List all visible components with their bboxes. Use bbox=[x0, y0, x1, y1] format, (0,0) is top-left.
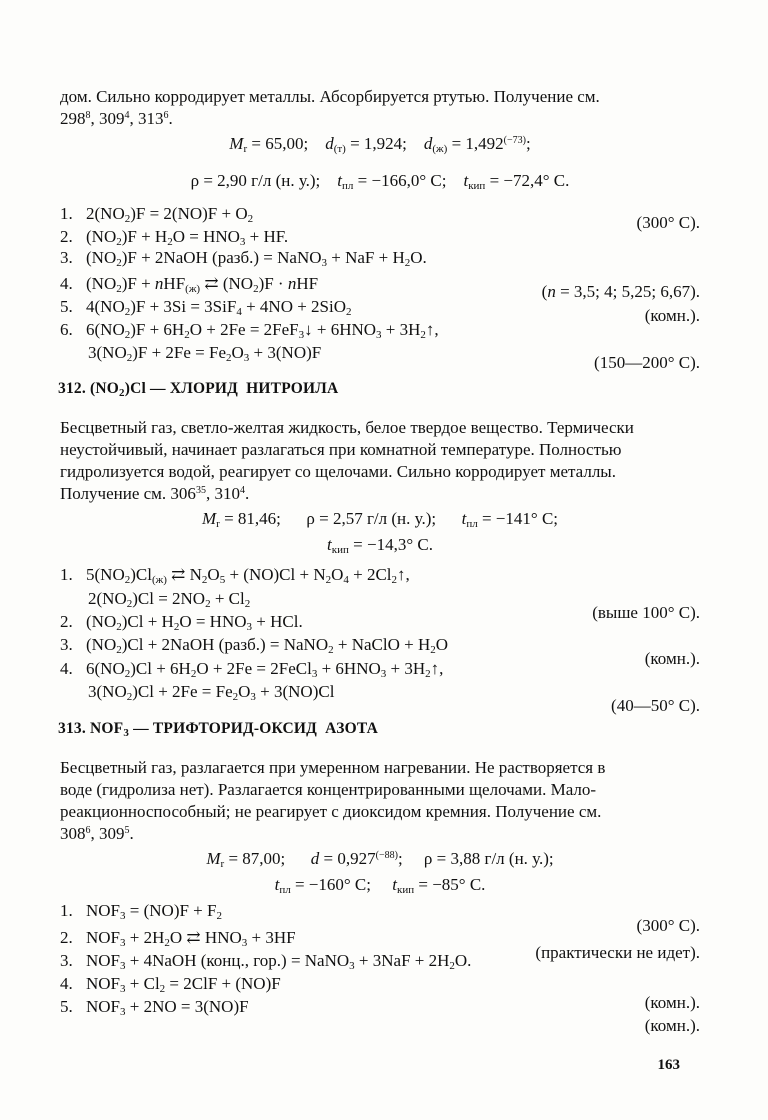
s312-props-line1: $M_r = 81,46$; ρ = 2,57 г/л (н. у.); $t_{пл} = -141^\circ$ С; bbox=[201, 509, 559, 530]
reaction-equation: $(NO_2)F + H_2O = HNO_3$ + HF. bbox=[86, 227, 289, 248]
reaction-equation: $(NO_2)Cl + H_2O = HNO_3$ + HCl. bbox=[86, 612, 303, 633]
s313-props-line2: $t_{пл} = -160^\circ$ С; $t_{кип} = -85^\circ$ С. bbox=[274, 875, 486, 896]
reaction-equation: $6(NO_2)Cl + 6H_2O + 2Fe$ = 2FeCl$_3$ + $6HNO_3$ + $3H_2↑$, bbox=[86, 659, 444, 680]
reaction-number: 2. bbox=[60, 227, 73, 246]
text-line: неустойчивый, начинает разлагаться при комнатной температуре. Полностью bbox=[60, 440, 622, 459]
reaction-number: 3. bbox=[60, 635, 73, 654]
s311-props-line1: $M_r = 65,00$; $d_{(т)} = 1,924$; $d_{(ж)} = 1,492^{(-73)}$; bbox=[229, 134, 531, 155]
text-line: Бесцветный газ, разлагается при умеренном нагревании. Не растворяется в bbox=[60, 758, 606, 777]
text-line: реакционноспособный; не реагирует с диоксидом кремния. Получение см. bbox=[60, 802, 602, 821]
reaction-condition: (комн.). bbox=[644, 993, 700, 1012]
text-line: дом. Сильно корродирует металлы. Абсорбируется ртутью. Получение см. bbox=[60, 87, 600, 106]
reaction-equation: $NOF_3 + 2H_2O$ ⇄ $HNO_3 + 3HF$ bbox=[86, 928, 296, 949]
page-number: 163 bbox=[657, 1057, 680, 1073]
reaction-equation: $2(NO_2)F = 2(NO)F + O_2$ bbox=[86, 204, 254, 225]
reaction-number: 2. bbox=[60, 928, 73, 947]
text-line: гидролизуется водой, реагирует со щелочами. Сильно корродирует металлы. bbox=[60, 462, 616, 481]
reaction-equation: $(NO_2)F + nHF_{(ж)}$ ⇄ $(NO_2)F$ · nHF bbox=[86, 274, 319, 295]
s312-text bbox=[60, 417, 700, 505]
reaction-condition: (практически не идет). bbox=[535, 943, 700, 962]
reaction-condition: (комн.). bbox=[644, 1016, 700, 1035]
reaction-condition: (комн.). bbox=[644, 649, 700, 668]
text-line: $308^6$, $309^5$. bbox=[60, 824, 134, 843]
reaction-equation: $3(NO_2)F + 2Fe = Fe_2O_3 + 3(NO)F$ bbox=[88, 343, 322, 364]
reaction-equation: $4(NO_2)F + 3Si = 3SiF_4 + 4NO + 2SiO_2$ bbox=[86, 297, 352, 318]
reaction-equation: $(NO_2)F$ + 2NaOH (разб.) = NaNO$_3$ + NaF + $H_2O$. bbox=[86, 248, 427, 269]
reaction-condition: (n = 3,5; 4; 5,25; 6,67). bbox=[541, 282, 700, 301]
text-line: Бесцветный газ, светло-желтая жидкость, белое твердое вещество. Термически bbox=[60, 418, 634, 437]
reaction-number: 4. bbox=[60, 974, 73, 993]
s311-props-line2: ρ = 2,90 г/л (н. у.); $t_{пл} = -166,0^\circ$ С; $t_{кип} = -72,4^\circ$ С. bbox=[190, 171, 570, 192]
reaction-number: 3. bbox=[60, 248, 73, 267]
s313-heading: 313. $NOF_3$ — ТРИФТОРИД-ОКСИД АЗОТА bbox=[58, 720, 378, 739]
reaction-equation: $6(NO_2)F + 6H_2O + 2Fe$ = 2FeF$_3$↓ + $6HNO_3$ + $3H_2↑$, bbox=[86, 320, 439, 341]
reaction-number: 1. bbox=[60, 901, 73, 920]
reaction-number: 1. bbox=[60, 565, 73, 584]
text-line: $298^8$, $309^4$, $313^6$. bbox=[60, 109, 173, 128]
reaction-condition: (выше 100° С). bbox=[592, 603, 700, 622]
reaction-number: 4. bbox=[60, 274, 73, 293]
reaction-condition: (300° С). bbox=[636, 213, 700, 232]
s312-heading: 312. $(NO_2)Cl$ — ХЛОРИД НИТРОИЛА bbox=[58, 380, 339, 399]
reaction-condition: (40—50° С). bbox=[611, 696, 700, 715]
s313-text bbox=[60, 757, 700, 845]
reaction-equation: $NOF_3 = (NO)F + F_2$ bbox=[86, 901, 222, 922]
s311-text bbox=[60, 86, 700, 130]
reaction-condition: (300° С). bbox=[636, 916, 700, 935]
reaction-number: 1. bbox=[60, 204, 73, 223]
reaction-number: 5. bbox=[60, 997, 73, 1016]
reaction-equation: $NOF_3 + Cl_2 = 2ClF + (NO)F$ bbox=[86, 974, 281, 995]
reaction-condition: (150—200° С). bbox=[594, 353, 700, 372]
reaction-number: 4. bbox=[60, 659, 73, 678]
reaction-equation: $NOF_3$ + 4NaOH (конц., гор.) = NaNO$_3$ + $3NaF + 2H_2O$. bbox=[86, 951, 472, 972]
reaction-equation: $3(NO_2)Cl + 2Fe = Fe_2O_3 + 3(NO)Cl$ bbox=[88, 682, 335, 703]
reaction-number: 3. bbox=[60, 951, 73, 970]
reaction-equation: $(NO_2)Cl$ + 2NaOH (разб.) = NaNO$_2$ + NaClO + $H_2O$ bbox=[86, 635, 449, 656]
s312-props-line2: $t_{кип} = -14,3^\circ$ С. bbox=[327, 535, 433, 556]
text-line: Получение см. $306^{35}$, $310^4$. bbox=[60, 484, 250, 503]
reaction-number: 6. bbox=[60, 320, 73, 339]
reaction-equation: $NOF_3 + 2NO = 3(NO)F$ bbox=[86, 997, 249, 1018]
reaction-equation: $2(NO_2)Cl = 2NO_2 + Cl_2$ bbox=[88, 589, 251, 610]
s313-props-line1: $M_r = 87,00$; $d = 0,927^{(-88)}$; ρ = 3,88 г/л (н. у.); bbox=[206, 849, 554, 870]
reaction-condition: (комн.). bbox=[644, 306, 700, 325]
reaction-number: 5. bbox=[60, 297, 73, 316]
reaction-equation: $5(NO_2)Cl_{(ж)}$ ⇄ $N_2O_5 + (NO)Cl + N_2O_4$ + $2Cl_2↑$, bbox=[86, 565, 410, 586]
reaction-number: 2. bbox=[60, 612, 73, 631]
text-line: воде (гидролиза нет). Разлагается концентрированными щелочами. Мало- bbox=[60, 780, 597, 799]
